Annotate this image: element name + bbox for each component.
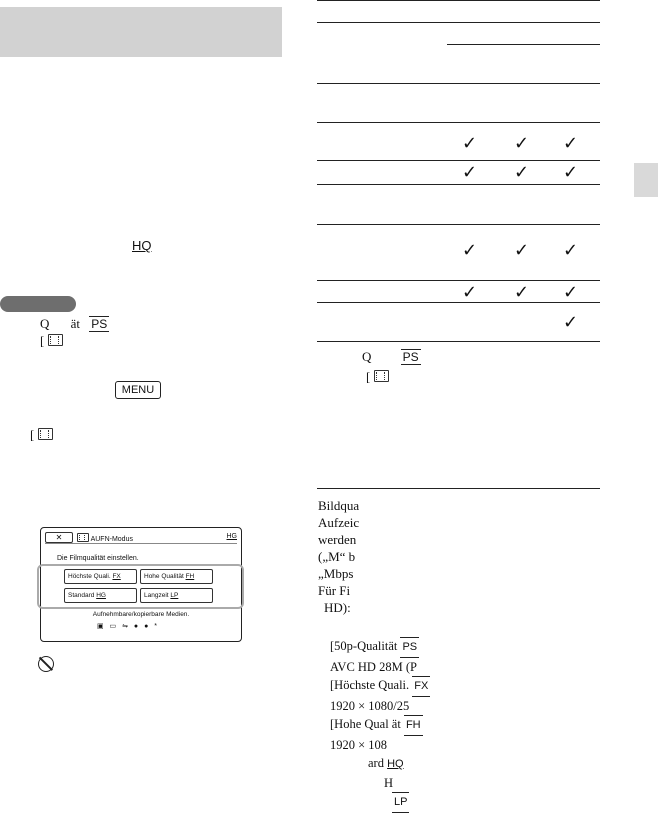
- hg-badge: HG: [226, 533, 237, 540]
- check-icon: ✓: [563, 133, 579, 154]
- media-icons: ▣ ▭ ⇋ ● ● *: [97, 623, 159, 630]
- close-button[interactable]: ✕: [45, 532, 73, 543]
- table-rule: [317, 122, 600, 123]
- film-icon: [48, 334, 63, 346]
- section-header-bar: [0, 7, 282, 57]
- option-high-quality[interactable]: Hohe Qualität FH: [140, 569, 213, 584]
- side-index-tab: [634, 163, 658, 197]
- quality-list-item: [50p-Qualität PS: [330, 637, 430, 658]
- screen-title: AUFN-Modus: [77, 533, 133, 543]
- quality-list-item: 1920 × 108: [330, 737, 388, 752]
- check-icon: ✓: [514, 162, 530, 183]
- prohibited-icon: [38, 656, 54, 672]
- film-icon: [77, 533, 89, 542]
- table-rule-sub: [447, 44, 600, 45]
- check-icon: ✓: [563, 282, 579, 303]
- table-note-line2: [: [366, 369, 389, 385]
- check-icon: ✓: [462, 133, 478, 154]
- section-rule: [317, 488, 600, 489]
- check-icon: ✓: [462, 282, 478, 303]
- quality-paragraph: Bildqua Aufzeic werden („M“ b „Mbps Für Fi HD):: [318, 498, 360, 615]
- step2-text: [: [40, 333, 63, 349]
- menu-button[interactable]: MENU: [115, 381, 161, 399]
- check-icon: ✓: [514, 240, 530, 261]
- film-icon: [38, 428, 53, 440]
- section-pill-label: [0, 296, 76, 312]
- table-rule: [317, 280, 600, 281]
- table-rule-top: [317, 0, 600, 1]
- table-note-line1: Q PS: [362, 349, 419, 364]
- quality-list-item: H: [384, 775, 394, 790]
- quality-list: [330, 637, 430, 813]
- media-caption: Aufnehmbare/kopierbare Medien.: [92, 611, 190, 618]
- film-icon: [374, 370, 389, 382]
- table-rule: [317, 160, 600, 161]
- table-rule: [317, 302, 600, 303]
- step3-text: [: [30, 427, 53, 443]
- quality-list-item: LP: [330, 792, 430, 813]
- check-icon: ✓: [514, 133, 530, 154]
- option-standard[interactable]: Standard HG: [64, 588, 137, 603]
- check-icon: ✓: [462, 162, 478, 183]
- check-icon: ✓: [563, 162, 579, 183]
- check-icon: ✓: [563, 312, 579, 333]
- table-rule: [317, 341, 600, 342]
- option-highest-quality[interactable]: Höchste Quali. FX: [64, 569, 137, 584]
- quality-list-item: AVC HD 28M (P: [330, 659, 417, 674]
- quality-list-item: [Höchste Quali. FX: [330, 676, 430, 697]
- table-rule: [317, 22, 600, 23]
- table-rule: [317, 184, 600, 185]
- recording-mode-screenshot: [40, 527, 242, 642]
- check-icon: ✓: [563, 240, 579, 261]
- option-long-time[interactable]: Langzeit LP: [140, 588, 213, 603]
- table-rule: [317, 224, 600, 225]
- hq-badge: HQ: [132, 238, 152, 253]
- check-icon: ✓: [514, 282, 530, 303]
- instruction-text: Die Filmqualität einstellen.: [57, 555, 139, 562]
- step1-text: Q ät PS: [40, 316, 108, 331]
- table-rule: [317, 83, 600, 84]
- check-icon: ✓: [462, 240, 478, 261]
- quality-list-item: 1920 × 1080/25: [330, 698, 410, 713]
- quality-list-item: ard HQ: [368, 756, 404, 770]
- quality-list-item: [Hohe Qual ät FH: [330, 715, 430, 736]
- quality-options-group: [37, 564, 244, 609]
